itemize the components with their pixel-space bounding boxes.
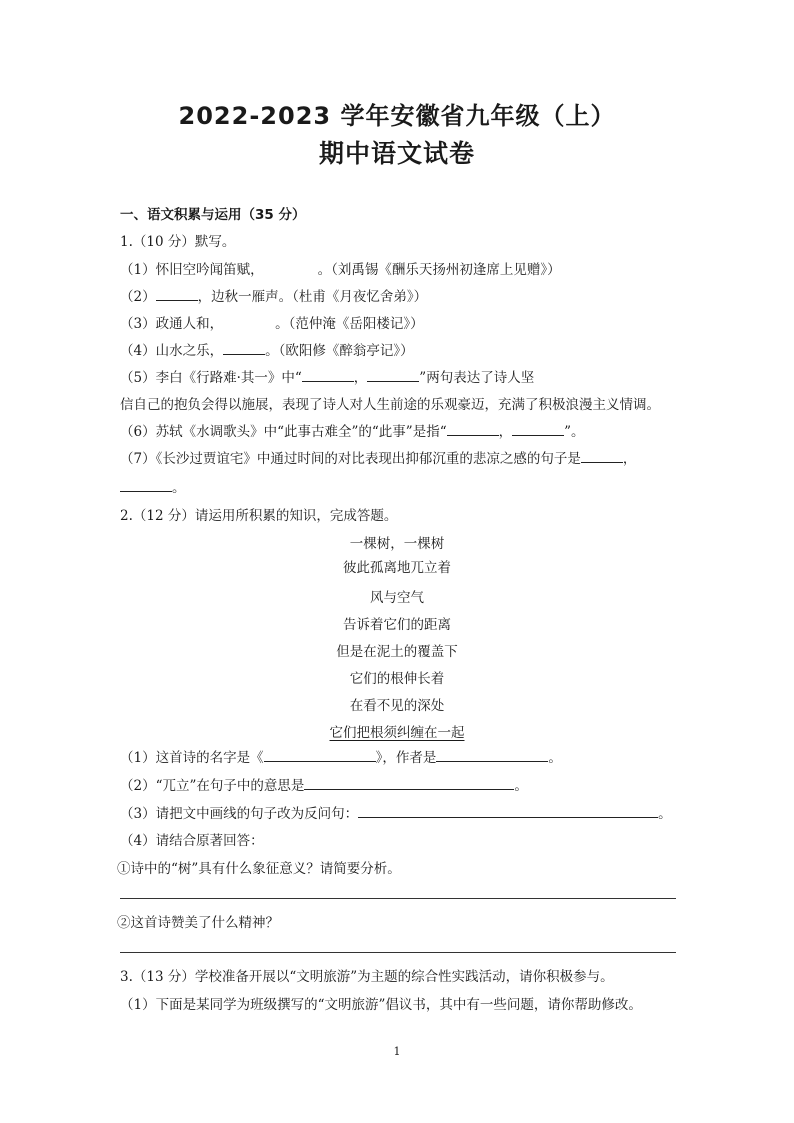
q2-sub4: （4）请结合原著回答： [120,833,264,849]
poem-line: 一棵树，一棵树 [349,536,445,552]
q1-item6-blank1[interactable] [447,423,499,436]
q2-sub2-text-a: （2）“兀立”在句子中的意思是 [120,778,305,794]
q2-sub3-text-a: （3）请把文中画线的句子改为反问句： [120,806,359,822]
q1-item5-blank2[interactable] [367,369,419,382]
q1-item3-text-b: 。（范仲淹《岳阳楼记》） [275,316,424,332]
q1-item6-text-b: ， [498,424,513,440]
exam-title-line1: 2022-2023 学年安徽省九年级（上） [178,102,616,130]
q1-item5-text-c: ”两句表达了诗人坚 [419,370,535,386]
q1-item2 [120,288,427,306]
q1-item7-line2 [120,479,186,497]
q1-item7-text-a: （7）《长沙过贾谊宅》中通过时间的对比表现出抑郁沉重的悲凉之感的句子是 [120,451,581,467]
poem-line-underlined: 它们把根须纠缠在一起 [329,725,465,741]
q1-item7-blank2[interactable] [120,479,172,492]
q1-item5-text-a: （5）李白《行路难·其一》中“ [120,370,302,386]
q1-item5-continuation: 信自己的抱负会得以施展，表现了诗人对人生前途的乐观豪迈，充满了积极浪漫主义情调。 [120,397,660,413]
q2-sub4-part1: ①诗中的“树”具有什么象征意义？请简要分析。 [117,861,401,877]
page-number: 1 [393,1045,401,1058]
q1-item7-text-b: ， [622,451,637,467]
q1-item7-text-c: 。 [172,480,186,496]
q1-item1-text-b: 。（刘禹锡《酬乐天扬州初逢席上见赠》） [317,262,561,278]
q2-sub3-blank[interactable] [358,805,658,818]
q1-item1-blank[interactable] [264,262,318,274]
q1-item3-blank[interactable] [223,316,275,328]
q1-item1-text-a: （1）怀旧空吟闻笛赋， [120,262,264,278]
q2-heading: 2.（12 分）请运用所积累的知识，完成答题。 [120,508,398,524]
q1-item1 [120,261,561,279]
q2-sub1-blank2[interactable] [436,749,548,762]
q1-item2-text-a: （2） [120,289,156,305]
q1-item7-blank1[interactable] [581,450,623,463]
exam-title-line2: 期中语文试卷 [318,139,475,168]
q1-item4-blank[interactable] [223,342,265,355]
q1-item5 [120,369,534,387]
q1-item4-text-b: 。（欧阳修《醉翁亭记》） [265,343,414,359]
q1-item6-text-c: ”。 [564,424,585,440]
poem-line: 告诉着它们的距离 [343,617,451,633]
q2-sub1-text-a: （1）这首诗的名字是《 [120,750,264,766]
q2-sub3 [120,805,672,823]
q2-sub1 [120,749,562,767]
q3-sub1: （1）下面是某同学为班级撰写的“文明旅游”倡议书，其中有一些问题，请你帮助修改。 [120,997,642,1013]
q2-sub1-blank1[interactable] [264,749,376,762]
poem-line: 但是在泥土的覆盖下 [336,644,458,660]
q1-item6 [120,423,585,441]
poem-line: 它们的根伸长着 [349,671,445,687]
poem-line: 风与空气 [370,590,424,606]
q1-item3 [120,315,424,333]
q1-item6-blank2[interactable] [512,423,564,436]
answer-line[interactable] [120,898,676,899]
q1-item5-blank1[interactable] [302,369,354,382]
poem-line: 在看不见的深处 [349,698,445,714]
q1-heading: 1.（10 分）默写。 [120,234,236,250]
q2-sub1-text-b: 》，作者是 [375,750,437,766]
q1-item3-text-a: （3）政通人和， [120,316,224,332]
q2-sub4-part2: ②这首诗赞美了什么精神？ [117,915,279,931]
q2-sub2-blank[interactable] [304,777,514,790]
q1-item2-text-b: ，边秋一雁声。（杜甫《月夜忆舍弟》） [197,289,428,305]
q2-sub2-text-b: 。 [514,778,528,794]
q2-sub1-text-c: 。 [548,750,562,766]
q1-item2-blank[interactable] [156,288,198,301]
poem-line: 彼此孤离地兀立着 [343,560,451,576]
q3-heading: 3.（13 分）学校准备开展以“文明旅游”为主题的综合性实践活动，请你积极参与。 [120,969,614,985]
q2-sub2 [120,777,528,795]
answer-line[interactable] [120,952,676,953]
q2-sub3-text-b: 。 [658,806,672,822]
q1-item4-text-a: （4）山水之乐， [120,343,224,359]
q1-item6-text-a: （6）苏轼《水调歌头》中“此事古难全”的“此事”是指“ [120,424,447,440]
q1-item5-text-b: ， [353,370,368,386]
section-heading: 一、语文积累与运用（35 分） [120,207,306,223]
q1-item7 [120,450,636,468]
q1-item4 [120,342,414,360]
